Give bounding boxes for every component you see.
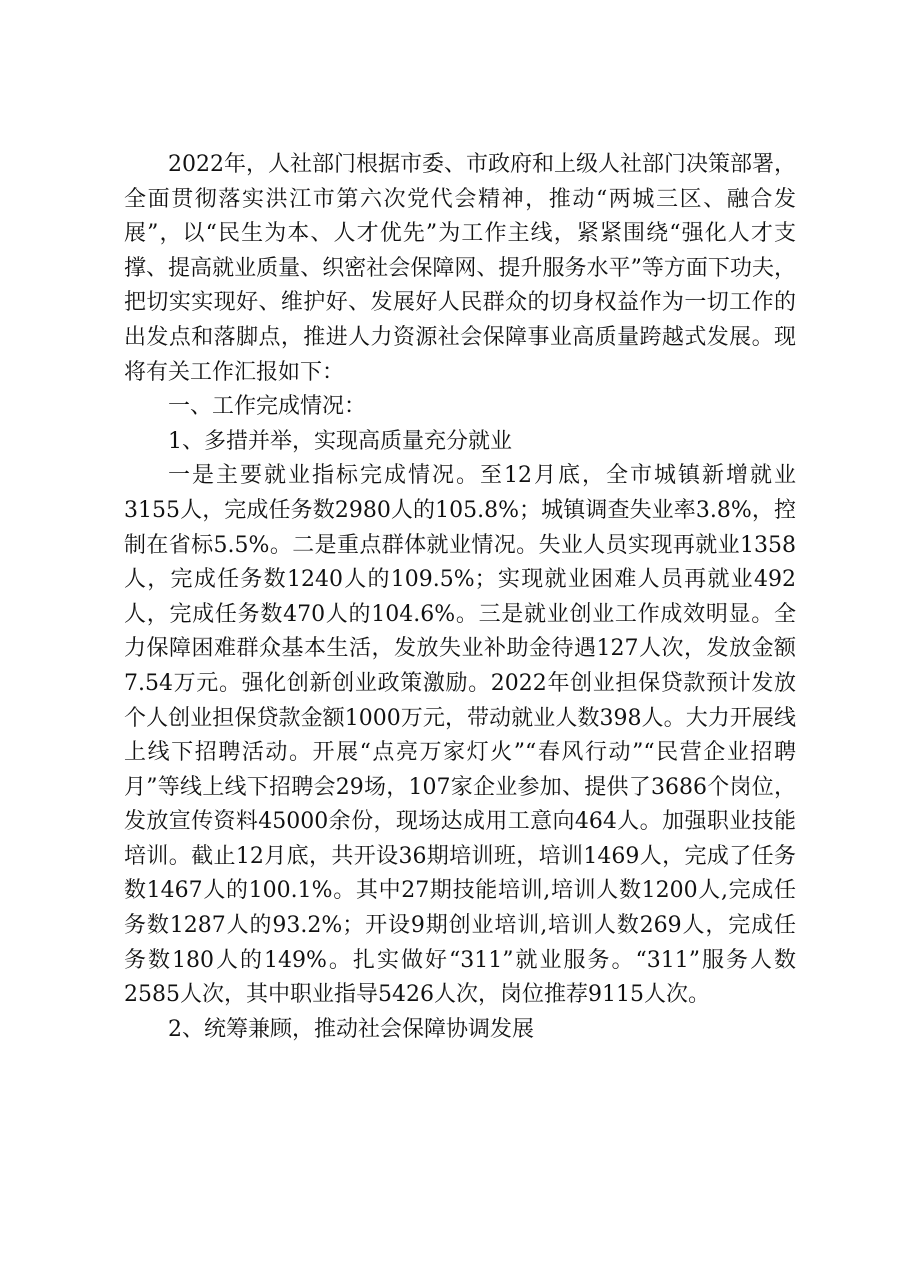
section-heading-work-completion: 一、工作完成情况： bbox=[168, 394, 367, 420]
intro-paragraph: 2022年，人社部门根据市委、市政府和上级人社部门决策部署，全面贯彻落实洪江市第六次党代会精神，推动“两城三区、融合发展”，以“民生为本、人才优先”为工作主线，紧紧围绕“强化人才支撑、提高就业质量、织密社会保障网、提升服务水平”等方面下功夫，把切实实现好、维护好、发展好人民群众的切身权益作为一切工作的出发点和落脚点，推进人力资源社会保障事业高质量跨越式发展。现将有关工作汇报如下： bbox=[124, 152, 796, 385]
employment-paragraph: 一是主要就业指标完成情况。至12月底，全市城镇新增就业3155人，完成任务数2980人的105.8%；城镇调查失业率3.8%，控制在省标5.5%。二是重点群体就业情况。失业人员实现再就业1358人，完成任务数1240人的109.5%；实现就业困难人员再就业492人，完成任务数470人的104.6%。三是就业创业工作成效明显。全力保障困难群众基本生活，发放失业补助金待遇127人次，发放金额7.54万元。强化创新创业政策激励。2022年创业担保贷款预计发放个人创业担保贷款金额1000万元，带动就业人数398人。大力开展线上线下招聘活动。开展“点亮万家灯火”“春风行动”“民营企业招聘月”等线上线下招聘会29场，107家企业参加、提供了3686个岗位，发放宣传资料45000余份，现场达成用工意向464人。加强职业技能培训。截止12月底，共开设36期培训班，培训1469人，完成了任务数1467人的100.1%。其中27期技能培训,培训人数1200人,完成任务数1287人的93.2%；开设9期创业培训,培训人数269人，完成任务数180人的149%。扎实做好“311”就业服务。“311”服务人数2585人次，其中职业指导5426人次，岗位推荐9115人次。 bbox=[124, 463, 796, 1008]
document-body bbox=[124, 148, 796, 1047]
subsection-heading-employment: 1、多措并举，实现高质量充分就业 bbox=[168, 428, 512, 454]
subsection-heading-social-security: 2、统筹兼顾，推动社会保障协调发展 bbox=[168, 1016, 534, 1042]
